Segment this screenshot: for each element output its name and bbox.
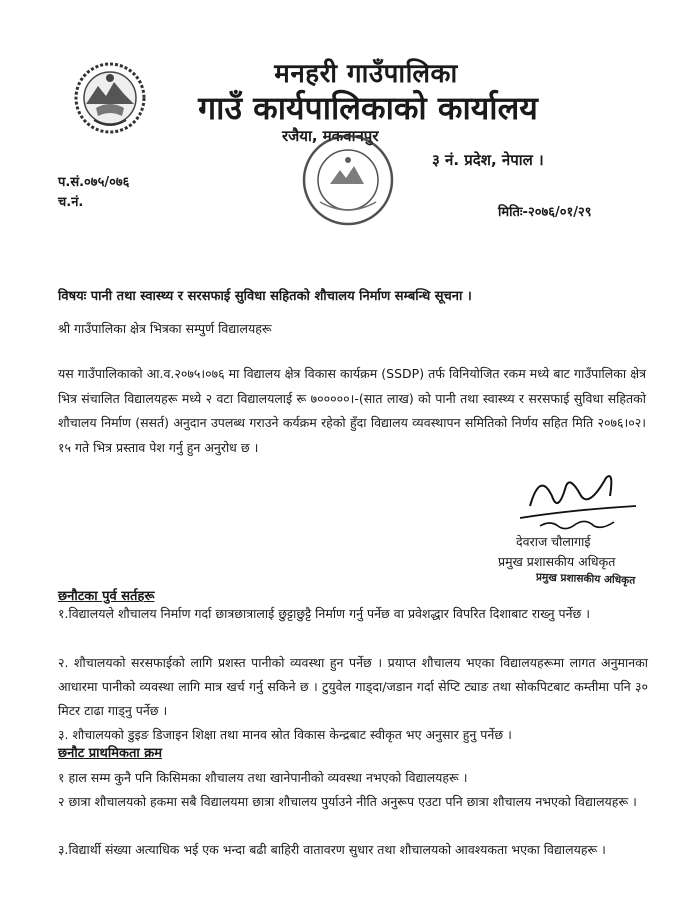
body-paragraph: यस गाउँपालिकाको आ.व.२०७५।०७६ मा विद्यालय क्षेत्र विकास कार्यक्रम (SSDP) तर्फ विनियोजित रकम मध्ये बाट गाउँपालिका क्षेत्र भित्र संचालित विद्यालयहरू मध्ये २ वटा विद्यालयलाई रू ७०००००।-(सात लाख) को पानी तथा स्वास्थ्य र सरसफाई सुविधा सहितको शौचालय निर्माण (ससर्त) अनुदान उपलब्ध गराउने कर्यक्रम रहेको हुँदा विद्यालय व्यवस्थापन समितिको निर्णय सहित मिति २०७६।०२।१५ गते भित्र प्रस्ताव पेश गर्नु हुन अनुरोध छ ।	[58, 366, 646, 455]
handwritten-signature	[510, 466, 640, 536]
office-name-line1: मनहरी गाउँपालिका	[274, 59, 458, 89]
conditions-heading: छनौटका पुर्व सर्तहरू	[58, 589, 155, 604]
priority-heading: छनौट प्राथमिकता क्रम	[58, 746, 163, 761]
dispatch-number: च.नं.	[58, 195, 84, 210]
subject-line: विषयः पानी तथा स्वास्थ्य र सरसफाई सुविधा सहितको शौचालय निर्माण सम्बन्धि सूचना ।	[58, 289, 472, 304]
signatory-name: देवराज चौलागाई	[516, 534, 591, 549]
condition-item: ३. शौचालयको डुइङ डिजाइन शिक्षा तथा मानव स्रोत विकास केन्द्रबाट स्वीकृत भए अनुसार हुनु पर्नेछ ।	[58, 727, 512, 742]
designation-stamp: प्रमुख प्रशासकीय अधिकृत	[535, 571, 636, 587]
signatory-title: प्रमुख प्रशासकीय अधिकृत	[498, 554, 616, 569]
salutation: श्री गाउँपालिका क्षेत्र भित्रका सम्पुर्ण विद्यालयहरू	[58, 321, 272, 336]
condition-item: १.विद्यालयले शौचालय निर्माण गर्दा छात्रछात्रालाई छुट्टाछुट्टै निर्माण गर्नु पर्नेछ वा प्रवेशद्धार विपरित दिशाबाट राख्नु पर्नेछ ।	[58, 606, 590, 621]
office-name-line2: गाउँ कार्यपालिकाको कार्यालय	[198, 89, 538, 127]
province-label: ३ नं. प्रदेश, नेपाल ।	[432, 151, 544, 169]
condition-item: २. शौचालयको सरसफाईको लागि प्रशस्त पानीको व्यवस्था हुन पर्नेछ । प्रयाप्त शौचालय भएका विद्यालयहरूमा लागत अनुमानका आधारमा पानीको व्यवस्था लागि मात्र खर्च गर्नु सकिने छ । टुयुवेल गाड्दा/जडान गर्दा सेप्टि ट्याङ तथा सोकपिटबाट कम्तीमा पनि ३० मिटर टाढा गाड्नु पर्नेछ ।	[58, 655, 648, 718]
letter-date: मितिः-२०७६/०१/२९	[498, 205, 592, 220]
office-address: रजैया, मकवानपुर	[282, 127, 379, 145]
office-round-seal-icon	[300, 132, 396, 228]
priority-item: १ हाल सम्म कुनै पनि किसिमका शौचालय तथा खानेपानीको व्यवस्था नभएको विद्यालयहरू ।	[58, 770, 468, 785]
priority-item: ३.विद्यार्थी संख्या अत्याधिक भई एक भन्दा बढी बाहिरी वातावरण सुधार तथा शौचालयको आवश्यकता भएका विद्यालयहरू ।	[58, 842, 606, 857]
nepal-emblem-icon	[72, 60, 148, 136]
priority-item: २ छात्रा शौचालयको हकमा सबै विद्यालयमा छात्रा शौचालय पुर्याउने नीति अनुरूप एउटा पनि छात्रा शौचालय नभएको विद्यालयहरू ।	[58, 794, 637, 809]
reference-number: प.सं.०७५/०७६	[58, 175, 130, 190]
